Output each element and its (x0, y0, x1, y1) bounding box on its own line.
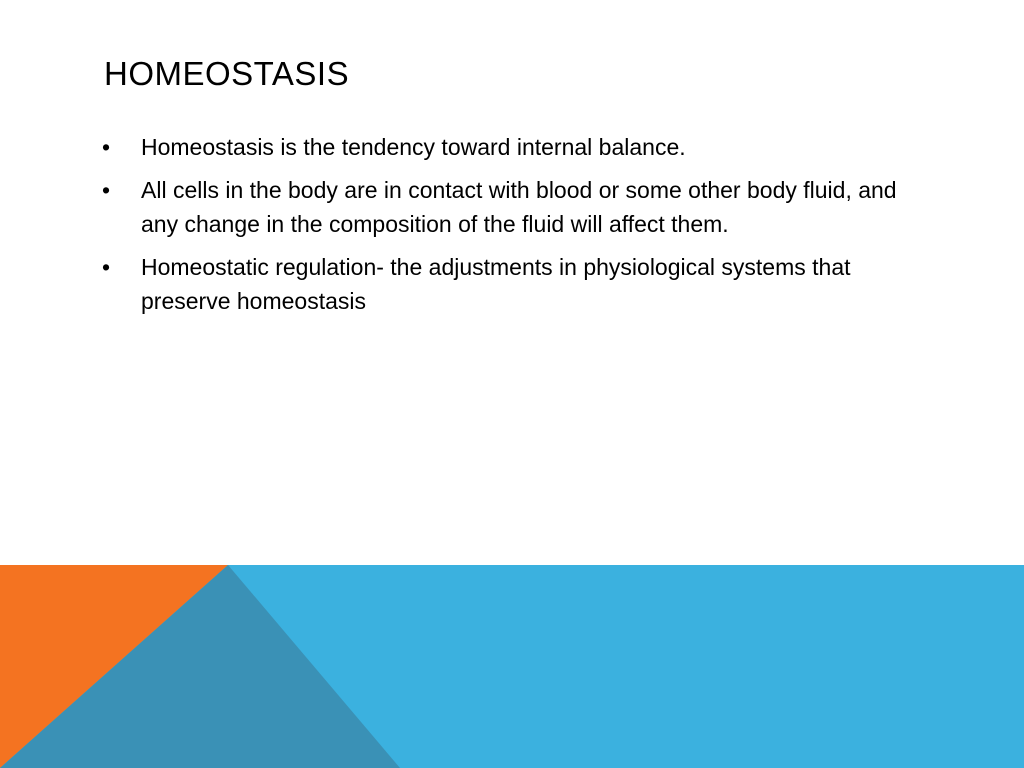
bullet-text: Homeostatic regulation- the adjustments in physiological systems that preserve homeostasis (141, 253, 851, 314)
bullet-item (102, 173, 922, 242)
bullet-mark: • (102, 134, 111, 160)
decorative-band (0, 565, 1024, 768)
bullet-item (102, 250, 922, 319)
bullet-item (102, 130, 922, 165)
bullet-list (102, 130, 922, 327)
bullet-text: All cells in the body are in contact with blood or some other body fluid, and any change in the composition of the fluid will affect them. (141, 176, 897, 237)
bullet-text: Homeostasis is the tendency toward internal balance. (141, 134, 686, 160)
bullet-mark: • (102, 176, 111, 203)
bullet-mark: • (102, 253, 111, 280)
slide-title: HOMEOSTASIS (104, 55, 350, 92)
